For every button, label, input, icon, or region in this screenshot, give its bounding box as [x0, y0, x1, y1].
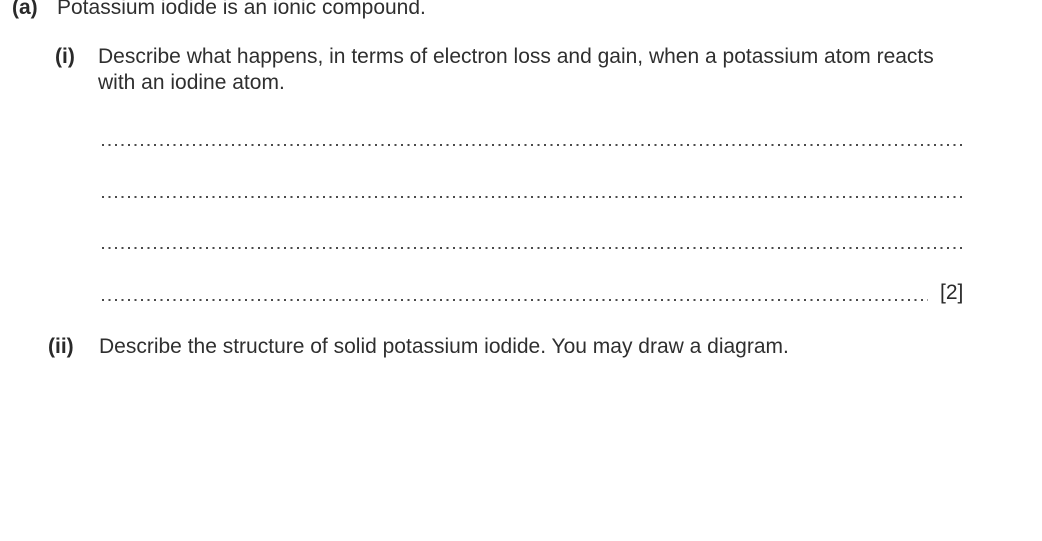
answer-line-2 [102, 196, 965, 198]
part-i-prompt [98, 44, 934, 95]
part-i-label: (i) [55, 45, 75, 68]
diagram-answer-space [0, 370, 1042, 541]
marks-indicator: [2] [940, 281, 964, 304]
question-a-label: (a) [12, 0, 38, 19]
answer-line-1 [102, 144, 965, 146]
question-a-stem: Potassium iodide is an ionic compound. [57, 0, 426, 19]
part-i-prompt-line2: with an iodine atom. [98, 70, 285, 94]
answer-line-4 [102, 299, 928, 301]
part-i-prompt-line1: Describe what happens, in terms of electron loss and gain, when a potassium atom reacts [98, 45, 934, 68]
part-ii-prompt: Describe the structure of solid potassium iodide. You may draw a diagram. [99, 335, 789, 358]
answer-line-3 [102, 247, 965, 249]
part-ii-label: (ii) [48, 335, 74, 358]
